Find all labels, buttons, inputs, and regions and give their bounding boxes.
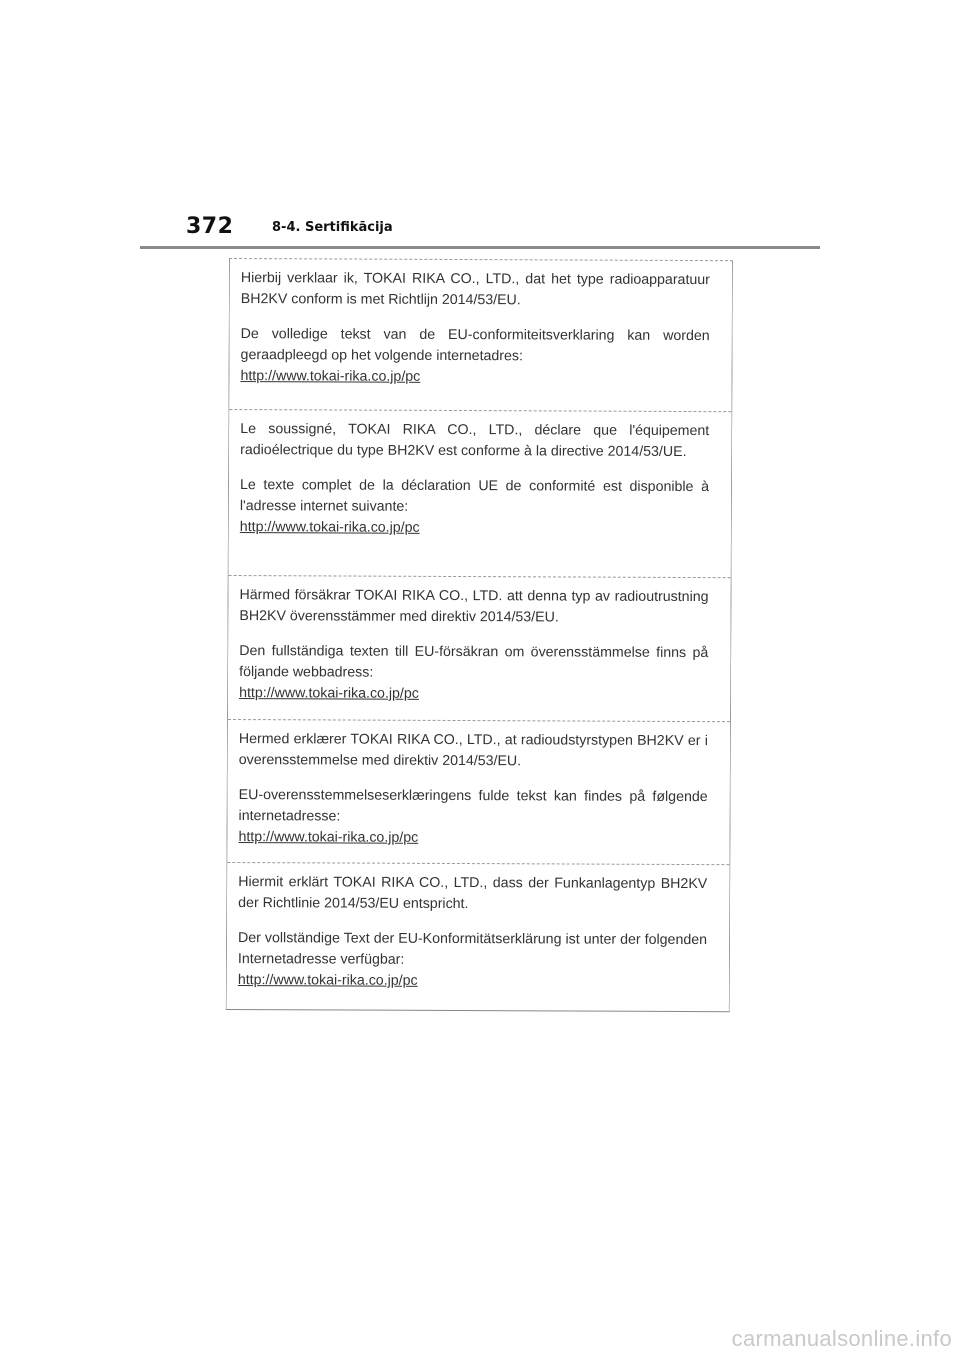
watermark: carmanualsonline.info: [731, 1326, 952, 1351]
declaration-link[interactable]: http://www.tokai-rika.co.jp/pc: [239, 519, 420, 536]
page-number: 372: [186, 214, 234, 239]
declaration-link[interactable]: http://www.tokai-rika.co.jp/pc: [238, 829, 419, 846]
declaration-statement: Hiermit erklärt TOKAI RIKA CO., LTD., dass der Funkanlagentyp BH2KV der Richtlinie 2014/53/EU entspricht.: [238, 874, 708, 913]
declaration-statement: Hermed erklærer TOKAI RIKA CO., LTD., at radioudstyrstypen BH2KV er i overensstemmelse med direktiv 2014/53/EU.: [238, 731, 708, 770]
declaration-link[interactable]: http://www.tokai-rika.co.jp/pc: [237, 972, 418, 989]
declaration-availability: EU-overensstemmelseserklæringens fulde tekst kan findes på følgende internetadresse:: [238, 787, 708, 825]
declaration-block-danish: [227, 719, 730, 864]
page-header: [140, 212, 820, 249]
declaration-link[interactable]: http://www.tokai-rika.co.jp/pc: [239, 685, 419, 702]
declaration-availability: De volledige tekst van de EU-conformiteitsverklaring kan worden geraadpleegd op het volgende internetadres:: [240, 326, 710, 365]
declaration-block-french: [229, 409, 732, 577]
declaration-box: [226, 258, 733, 1012]
declaration-statement: Härmed försäkrar TOKAI RIKA CO., LTD. att denna typ av radioutrustning BH2KV överensstämmer med direktiv 2014/53/EU.: [239, 587, 709, 626]
declaration-statement: Hierbij verklaar ik, TOKAI RIKA CO., LTD., dat het type radioapparatuur BH2KV conform is met Richtlijn 2014/53/EU.: [240, 270, 710, 309]
declaration-availability: Der vollständige Text der EU-Konformitätserklärung ist unter der folgenden Internetadresse verfügbar:: [237, 930, 708, 968]
declaration-block-dutch: [229, 259, 732, 411]
declaration-link[interactable]: http://www.tokai-rika.co.jp/pc: [240, 368, 421, 385]
declaration-availability: Le texte complet de la déclaration UE de conformité est disponible à l'adresse internet suivante:: [239, 477, 710, 515]
section-title: 8-4. Sertifikācija: [272, 220, 393, 235]
declaration-block-swedish: [228, 575, 731, 721]
declaration-block-german: [227, 862, 730, 1010]
declaration-statement: Le soussigné, TOKAI RIKA CO., LTD., déclare que l'équipement radioélectrique du type BH2KV est conforme à la directive 2014/53/UE.: [240, 421, 710, 460]
declaration-availability: Den fullständiga texten till EU-försäkran om överensstämmelse finns på följande webbadress:: [239, 643, 709, 681]
